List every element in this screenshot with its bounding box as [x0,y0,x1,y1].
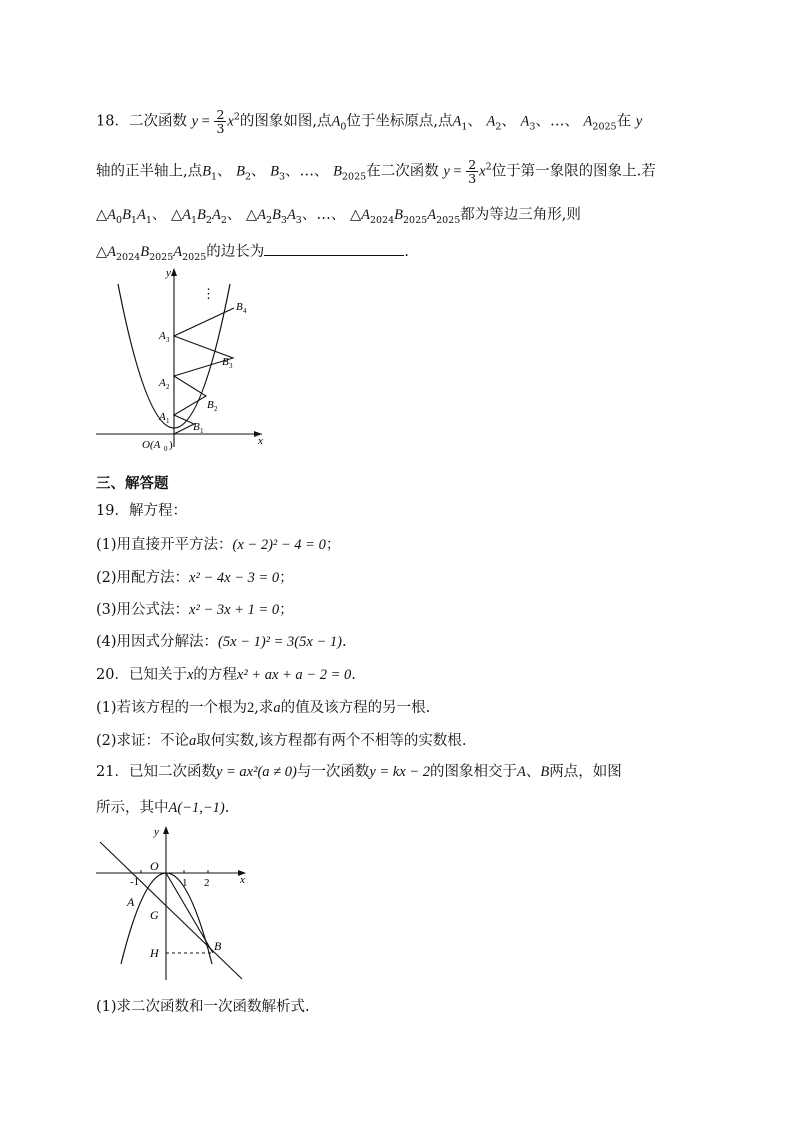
answer-blank[interactable] [264,241,404,256]
linear-function-line [100,842,242,979]
svg-text:A: A [159,377,166,389]
q18-line-4: $\triangle A_{2024}B_{2025}A_{2025}$的边长为 . [96,240,409,263]
svg-text:B: B [236,301,243,313]
q21-stem-2: 所示，其中A(−1,−1). [96,800,230,816]
section-title: 三、解答题 [96,476,169,492]
fraction-2-3-b: $\frac{2}{3}$ [468,157,477,186]
q19-part-3: (3)用公式法：x² − 3x + 1 = 0； [96,602,294,618]
svg-text:A: A [127,895,135,909]
q18-line-3: $\triangle A_0B_1A_1$、 $\triangle A_1B_2A_2$、 $\triangle A_2B_3A_3$、…、 $\triangle A_{2024}B_{2025}A_{2025}$都为等边三角形,则 [96,207,581,226]
svg-text:O: O [150,859,159,873]
svg-text:A: A [159,411,166,423]
svg-text:B: B [207,399,214,411]
svg-text:H: H [150,946,159,960]
q18-number: 18． [96,113,129,130]
svg-text:0: 0 [164,445,168,453]
svg-text:1: 1 [200,427,204,435]
q19-part-1: (1)用直接开平方法：(x − 2)² − 4 = 0； [96,537,341,553]
svg-text:A: A [159,330,166,342]
svg-text:B: B [214,939,222,953]
svg-text:4: 4 [243,307,247,315]
svg-text:1: 1 [182,877,188,889]
svg-text:2: 2 [214,405,218,413]
q21-part-1: (1)求二次函数和一次函数解析式. [96,999,310,1015]
svg-text:): ) [169,439,173,451]
q21-stem-1: 21．已知二次函数y = ax²(a ≠ 0)与一次函数y = kx − 2的图象相交于A、B两点，如图 [96,764,622,780]
q19-part-2: (2)用配方法：x² − 4x − 3 = 0； [96,570,294,586]
fraction-2-3: $\frac{2}{3}$ [216,107,225,136]
svg-text:-1: -1 [130,876,140,888]
zigzag-triangles [174,308,234,434]
svg-text:2: 2 [166,383,170,391]
svg-text:3: 3 [166,336,170,344]
svg-text:B: B [222,356,229,368]
figure-q18-parabola [90,262,280,462]
svg-text:y: y [154,826,159,838]
q20-part-2: (2)求证：不论a取何实数,该方程都有两个不相等的实数根. [96,733,467,749]
svg-text:3: 3 [229,362,233,370]
q18-line-1: 18．二次函数 y = $\frac{2}{3}$ $x^2$的图象如图,点$A_0$位于坐标原点,点$A_1$、 $A_2$、 $A_3$、…、 $A_{2025}$在 y [96,107,643,136]
svg-text:1: 1 [166,417,170,425]
svg-text:B: B [193,421,200,433]
continuation-dots: ⋮ [202,286,215,301]
svg-text:x: x [240,874,245,886]
figure-q21-graph [94,822,254,987]
x-axis-label: x [258,435,263,447]
y-axis-label: y [166,267,171,279]
origin-label: O(A [142,439,161,451]
q20-stem: 20．已知关于x的方程x² + ax + a − 2 = 0. [96,667,356,683]
q18-line-2: 轴的正半轴上,点$B_1$、 $B_2$、 $B_3$、…、 $B_{2025}$在二次函数 y = $\frac{2}{3}$ $x^2$位于第一象限的图象上.若 [96,157,656,186]
q20-part-1: (1)若该方程的一个根为2,求a的值及该方程的另一根. [96,700,431,716]
svg-text:G: G [150,908,159,922]
q19-title: 19．解方程： [96,503,187,519]
svg-text:2: 2 [204,877,210,889]
q19-part-4: (4)用因式分解法：(5x − 1)² = 3(5x − 1). [96,634,347,650]
